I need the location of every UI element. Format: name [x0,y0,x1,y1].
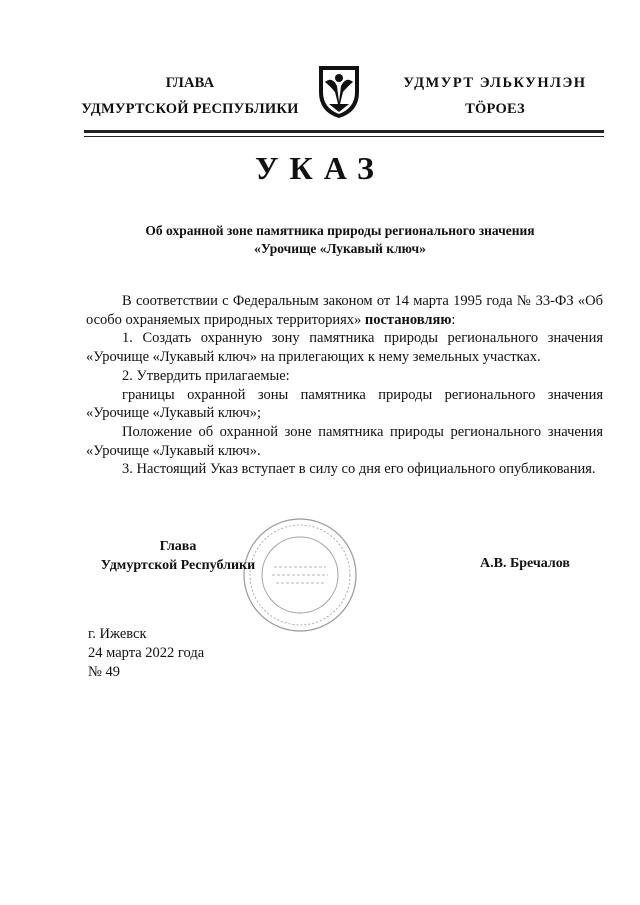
document-footer [88,625,204,682]
signatory-title [88,537,268,575]
subject-line2: «Урочище «Лукавый ключ» [254,241,426,256]
item-2a: границы охранной зоны памятника природы регионального значения «Урочище «Лукавый ключ»; [86,386,603,422]
preamble-paragraph: В соответствии с Федеральным законом от 14 марта 1995 года № 33-ФЗ «Об особо охраняемых природных территориях» постановляю: [86,293,603,328]
item-2b: Положение об охранной зоне памятника природы регионального значения «Урочище «Лукавый ключ». [86,423,603,459]
footer-date: 24 марта 2022 года [88,645,205,661]
footer-number: № 49 [88,664,120,680]
preamble-text: В соответствии с Федеральным законом от 14 марта 1995 года № 33-ФЗ «Об особо охраняемых природных территориях» [86,293,603,328]
document-title: УКАЗ [255,150,385,186]
subject-line1: Об охранной зоне памятника природы регионального значения [145,223,535,238]
official-seal-icon [240,515,360,635]
header-left-line1: ГЛАВА [165,75,215,91]
item-2: 2. Утвердить прилагаемые: [122,367,290,384]
header-left-line2: УДМУРТСКОЙ РЕСПУБЛИКИ [81,101,299,117]
header-right-line2: ТӦРОЕЗ [465,101,525,117]
header-rule-thin [84,136,604,137]
item-3: 3. Настоящий Указ вступает в силу со дня его официального опубликования. [122,461,596,478]
footer-city: г. Ижевск [88,626,147,642]
decree-word: постановляю [364,311,452,328]
header-right [380,70,610,122]
document-body [86,292,603,479]
coat-of-arms-icon [315,62,363,120]
header-right-line1: УДМУРТ ЭЛЬКУНЛЭН [403,75,587,91]
signatory-title-line2: Удмуртской Республики [100,558,256,573]
header-rule-thick [84,130,604,133]
header-left [60,70,320,122]
signatory-title-line1: Глава [159,539,197,554]
item-1: 1. Создать охранную зону памятника природы регионального значения «Урочище «Лукавый ключ» на прилегающих к нему земельных участках. [86,330,603,366]
signatory-name: А.В. Бречалов [480,556,570,571]
document-subject [90,222,590,258]
